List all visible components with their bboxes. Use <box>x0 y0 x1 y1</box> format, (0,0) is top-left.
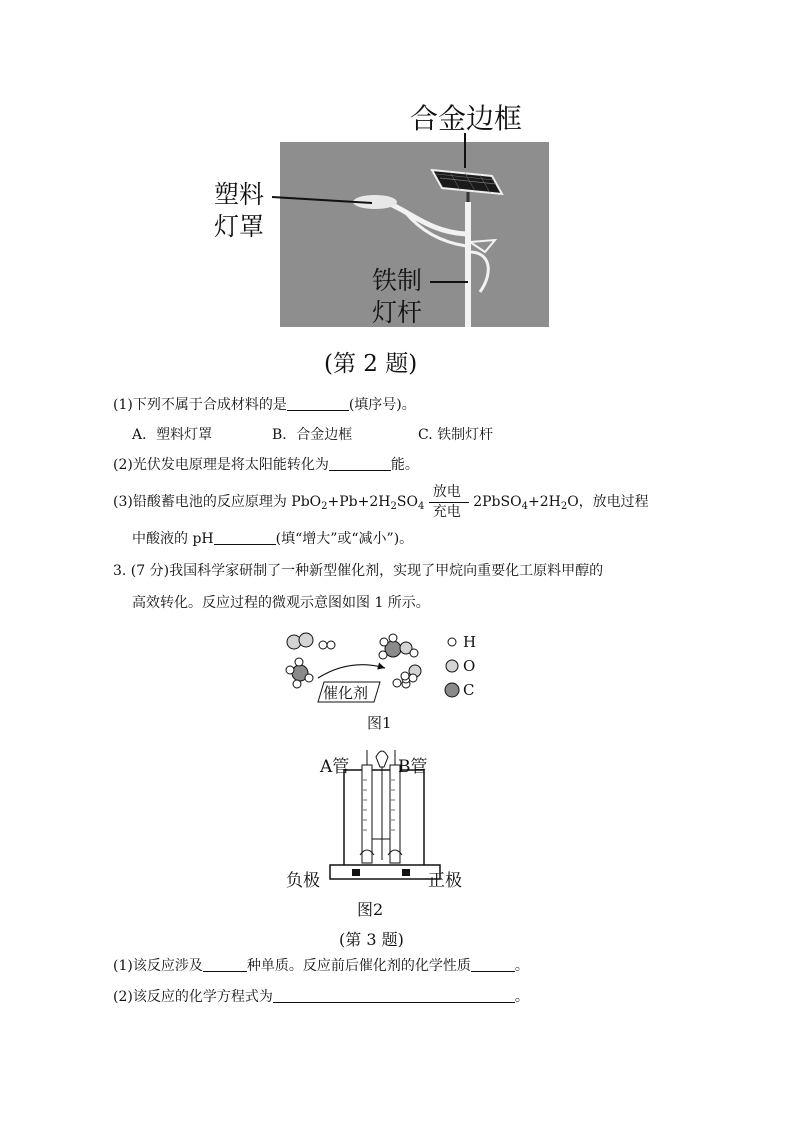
q2-part1-tail: (填序号)。 <box>348 397 416 413</box>
sub: 4 <box>417 501 425 512</box>
q2-part3-line2 <box>132 529 413 549</box>
legend-h: H <box>463 633 477 651</box>
q3-part2 <box>113 987 529 1007</box>
label-plastic-2: 灯罩 <box>214 212 265 241</box>
q2-part1-blank[interactable] <box>287 396 349 411</box>
option-c: C. 铁制灯杆 <box>418 427 494 443</box>
q3-caption: (第 3 题) <box>339 930 404 949</box>
q2-part3-blank[interactable] <box>214 530 276 545</box>
q3-part1 <box>113 956 529 976</box>
label-iron-2: 灯杆 <box>372 298 423 327</box>
q2-part3 <box>113 484 649 520</box>
sub: 2 <box>560 501 568 512</box>
catalyst-label: 催化剂 <box>323 684 369 702</box>
equation-o: O，放电过程 <box>567 494 649 510</box>
q2-part2-text: (2)光伏发电原理是将太阳能转化为 <box>113 457 329 473</box>
q2-part3-line2-text: 中酸液的 pH <box>132 531 214 547</box>
q3-part2-text-b: 。 <box>514 989 529 1005</box>
figure2-caption: 图2 <box>357 900 384 919</box>
figure1-caption: 图1 <box>367 714 392 732</box>
sub: 4 <box>521 501 528 512</box>
sub: 2 <box>321 501 328 512</box>
q2-part3-text: (3)铅酸蓄电池的反应原理为 <box>113 494 287 510</box>
option-a: A．塑料灯罩 <box>132 427 213 443</box>
q3-part1-text-c: 。 <box>514 958 529 974</box>
arrow-bottom-label: 充电 <box>432 504 461 520</box>
q3-header-line1: 3. (7 分)我国科学家研制了一种新型催化剂，实现了甲烷向重要化工原料甲醇的 <box>113 563 604 579</box>
arrow-top-label: 放电 <box>432 484 461 500</box>
label-iron-1: 铁制 <box>372 266 423 295</box>
negative-electrode-label: 负极 <box>286 871 320 891</box>
label-plastic-1: 塑料 <box>214 180 265 209</box>
q2-caption: (第 2 题) <box>324 351 418 377</box>
q3-part1-blank-1[interactable] <box>203 957 247 972</box>
sub: 2 <box>390 501 397 512</box>
option-b: B．合金边框 <box>272 427 353 443</box>
q2-part1-text: (1)下列不属于合成材料的是 <box>113 397 287 413</box>
tube-b-label: B管 <box>398 757 428 777</box>
q2-options <box>132 425 493 445</box>
q2-part2 <box>113 455 419 475</box>
legend-c: C <box>463 681 475 699</box>
q2-part3-tail: (填“增大”或“减小”)。 <box>275 531 414 547</box>
equation-plus: +2H <box>527 494 561 510</box>
q2-part2-blank[interactable] <box>329 456 391 471</box>
q3-part2-text-a: (2)该反应的化学方程式为 <box>113 989 273 1005</box>
equation-mid: +Pb+2H <box>327 494 391 510</box>
q3-part1-text-a: (1)该反应涉及 <box>113 958 203 974</box>
q3-header-line2: 高效转化。反应过程的微观示意图如图 1 所示。 <box>132 595 430 611</box>
label-alloy-frame: 合金边框 <box>410 102 523 135</box>
positive-electrode-label: 正极 <box>428 871 462 891</box>
q3-part1-blank-2[interactable] <box>471 957 515 972</box>
q2-part1 <box>113 395 416 415</box>
tube-a-label: A管 <box>320 757 350 777</box>
q3-part2-blank[interactable] <box>273 988 515 1003</box>
equation-so4: SO <box>396 494 418 510</box>
q3-part1-text-b: 种单质。反应前后催化剂的化学性质 <box>246 958 471 974</box>
equation-right: 2PbSO <box>473 494 522 510</box>
legend-o: O <box>463 657 476 675</box>
reaction-arrow <box>429 484 469 520</box>
equation-left: PbO <box>291 494 322 510</box>
q2-part2-tail: 能。 <box>390 457 419 473</box>
